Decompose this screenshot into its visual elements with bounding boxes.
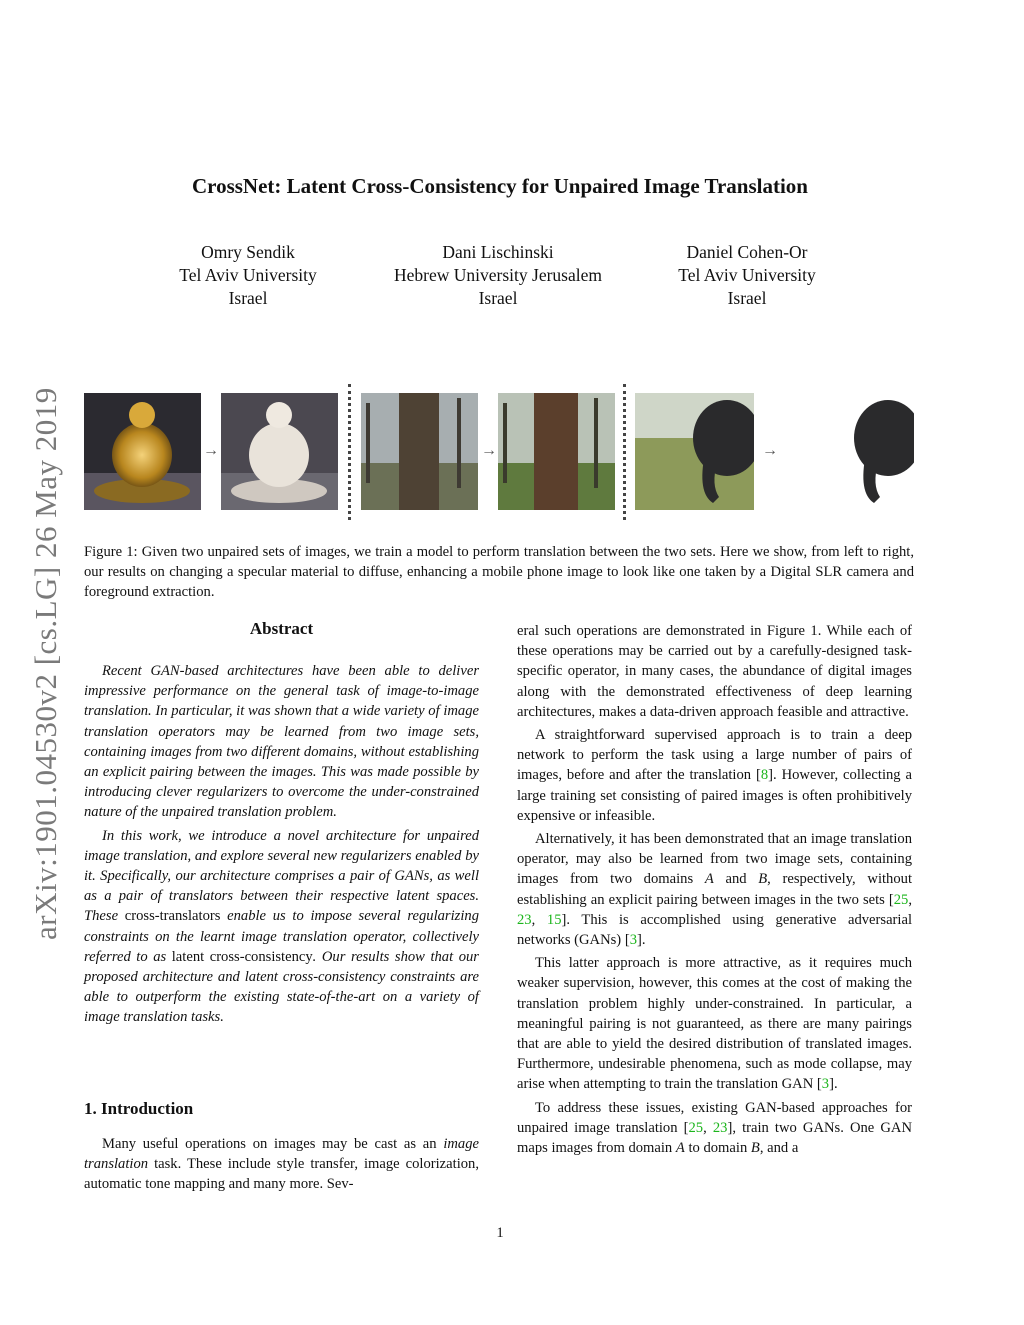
arrow-icon: → (203, 442, 219, 459)
author-block-2 (368, 241, 628, 310)
paper-title: CrossNet: Latent Cross-Consistency for Unpaired Image Translation (191, 174, 808, 198)
author-affiliation: Tel Aviv University (678, 265, 816, 285)
arrow-icon: → (762, 442, 778, 459)
abstract-body (84, 661, 479, 1031)
intro-paragraph-continued: eral such operations are demonstrated in Figure 1. While each of these operations may be carried out by a carefully-designed task-specific operator, in many cases, the abundance of digital images along with the demonstrated effectiveness of deep learning architectures, makes a data-driven approach feasible and attractive. (517, 623, 912, 720)
author-name: Dani Lischinski (442, 242, 554, 262)
author-country: Israel (727, 288, 767, 308)
figure-tree-dslr-output (498, 393, 615, 510)
intro-paragraph: Alternatively, it has been demonstrated that an image translation operator, may also be learned from two image sets, containing images from two domains A and B, respectively, without establishing an explicit pairing between images in the two sets [25, 23, 15]. This is accomplished using generative adversarial networks (GANs) [3]. (517, 831, 912, 949)
intro-paragraph: This latter approach is more attractive, as it requires much weaker supervision, however, this comes at the cost of making the translation problem highly under-constrained. In particular, a meaningful pairing is not guaranteed, as there are many pairings that are able to yield the desired distribution of translated images. Furthermore, undesirable phenomena, such as mode collapse, may arise when attempting to train the translation GAN [3]. (517, 955, 912, 1093)
figure-diffuse-statue-output (221, 393, 338, 510)
intro-body-right-text (517, 621, 912, 1161)
figure-gold-statue-input (84, 393, 201, 510)
author-country: Israel (478, 288, 518, 308)
abstract-paragraph: In this work, we introduce a novel architecture for unpaired image translation, and explore several new regularizers enabled by it. Specifically, our architecture comprises a pair of GANs, as well as a pair of translators between their respective latent spaces. These cross-translators enable us to impose several regularizing constraints on the learnt image translation operator, collectively referred to as latent cross-consistency. Our results show that our proposed architecture and latent cross-consistency constraints are able to outperform the existing state-of-the-art on a variety of image translation tasks. (84, 827, 479, 1026)
figure-elephant-foreground-output (836, 393, 914, 510)
author-block-1 (118, 241, 378, 310)
arrow-icon: → (481, 442, 497, 459)
intro-paragraph: To address these issues, existing GAN-based approaches for unpaired image translation [25, 23], train two GANs. One GAN maps images from domain A to domain B, and a (517, 1099, 913, 1157)
figure-separator (623, 384, 626, 520)
figure-caption: Figure 1: Given two unpaired sets of images, we train a model to perform translation between the two sets. Here we show, from left to right, our results on changing a specular material to diffuse, enhancing a mobile phone image to look like one taken by a Digital SLR camera and foreground extraction. (84, 544, 914, 600)
intro-paragraph: A straightforward supervised approach is to train a deep network to perform the task using a large number of pairs of images, before and after the translation [8]. However, collecting a large training set consisting of paired images is often prohibitively expensive or infeasible. (517, 727, 912, 824)
author-name: Omry Sendik (201, 242, 295, 262)
figure-separator (348, 384, 351, 520)
abstract-heading: Abstract (249, 619, 314, 638)
author-block-3 (617, 241, 877, 310)
page-number: 1 (496, 1225, 504, 1241)
author-affiliation: Tel Aviv University (179, 265, 317, 285)
abstract-paragraph: Recent GAN-based architectures have been able to deliver impressive performance on the general task of image-to-image translation. In particular, it was shown that a wide variety of image translation operators may be learned from two image sets, containing images from two different domains, without establishing an explicit pairing between the images. This was made possible by introducing clever regularizers to overcome the under-constrained nature of the unpaired translation problem. (84, 663, 479, 821)
author-affiliation: Hebrew University Jerusalem (394, 265, 602, 285)
intro-body-left (84, 1134, 479, 1198)
figure-tree-phone-input (361, 393, 478, 510)
figure-elephant-input (635, 393, 754, 510)
section-heading-introduction: 1. Introduction (84, 1099, 194, 1118)
author-name: Daniel Cohen-Or (686, 242, 808, 262)
intro-paragraph: Many useful operations on images may be cast as an image translation task. These include style transfer, image colorization, automatic tone mapping and many more. Sev- (84, 1136, 479, 1193)
author-country: Israel (228, 288, 268, 308)
arxiv-stamp: arXiv:1901.04530v2 [cs.LG] 26 May 2019 (28, 387, 63, 940)
